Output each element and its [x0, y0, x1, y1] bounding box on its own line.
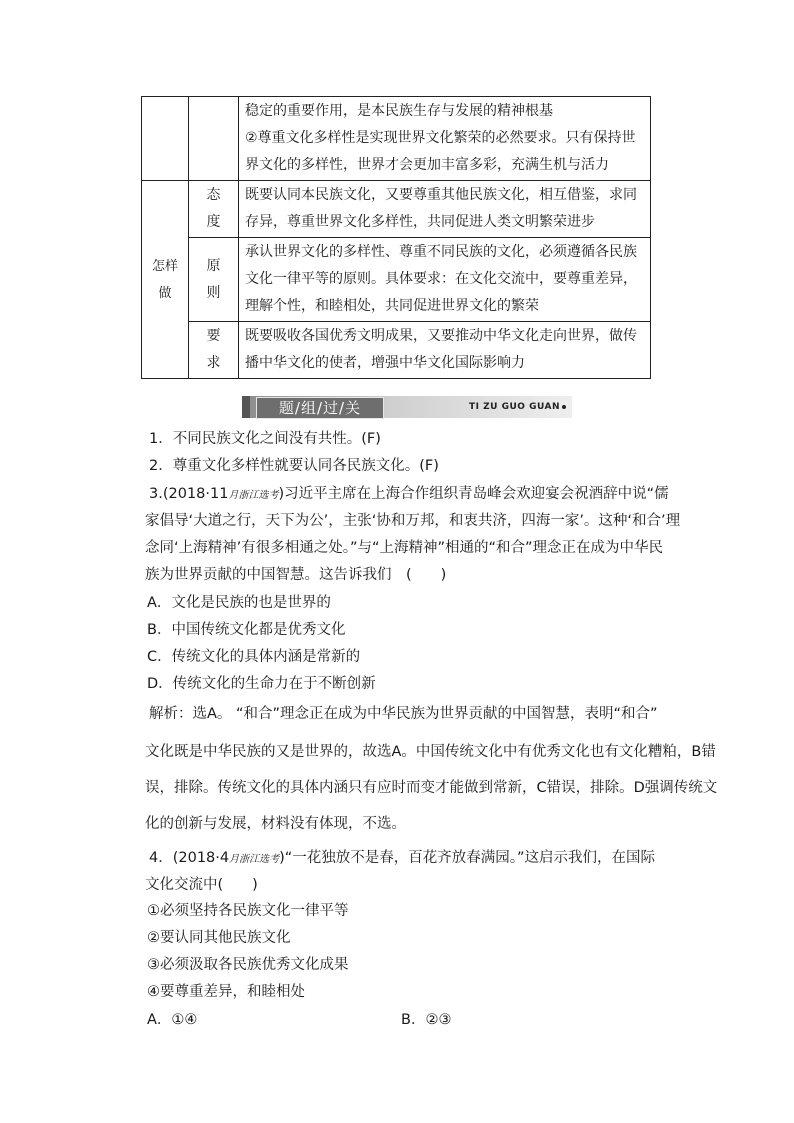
summary-table [141, 96, 651, 379]
group-label-cell: 怎样 做 [142, 181, 189, 379]
row-label-cell: 要 求 [189, 322, 239, 379]
row-label-cell: 原 则 [189, 238, 239, 322]
option-d: D．传统文化的生命力在于不断创新 [147, 676, 376, 692]
exam-source: 月浙江选考 [229, 854, 280, 865]
option-b: B．中国传统文化都是优秀文化 [147, 622, 346, 638]
option-a: A．①④ [147, 1012, 198, 1028]
option-c: C．传统文化的具体内涵是常新的 [147, 649, 361, 665]
table-row [142, 238, 651, 322]
dot-icon [562, 405, 566, 409]
question-3-stem: 3.(2018·11月浙江选考)习近平主席在上海合作组织青岛峰会欢迎宴会祝酒辞中说“儒 [149, 486, 669, 502]
banner-title: 题/组/过/关 [256, 397, 384, 419]
question-4-line: 文化交流中( ) [145, 877, 258, 893]
statement-item: ②要认同其他民族文化 [147, 930, 291, 946]
option-b: B．②③ [401, 1012, 452, 1028]
question-3-line: 家倡导‘大道之行，天下为公’，主张‘协和万邦，和衷共济，四海一家’。这种‘和合’理 [145, 513, 681, 529]
question-1: 1．不同民族文化之间没有共性。(F) [149, 431, 381, 447]
analysis-line: 解析：选A。 “和合”理念正在成为中华民族为世界贡献的中国智慧，表明“和合” [149, 706, 658, 722]
analysis-line: 误，排除。传统文化的具体内涵只有应时而变才能做到常新，C错误，排除。D强调传统文 [145, 780, 718, 796]
banner-subtitle: TI ZU GUO GUAN [469, 396, 566, 418]
analysis-line: 化的创新与发展，材料没有体现，不选。 [145, 816, 406, 832]
table-cell: 既要吸收各国优秀文明成果，又要推动中华文化走向世界，做传 播中华文化的使者，增强中华文化国际影响力 [239, 322, 651, 379]
table-row [142, 97, 651, 181]
question-3-line: 念同‘上海精神’有很多相通之处。”与“上海精神”相通的“和合”理念正在成为中华民 [145, 540, 664, 556]
statement-item: ①必须坚持各民族文化一律平等 [147, 903, 349, 919]
row-label-cell: 态 度 [189, 181, 239, 238]
question-3-line: 族为世界贡献的中国智慧。这告诉我们 ( ) [145, 567, 447, 583]
question-4-stem: 4．(2018·4月浙江选考)“一花独放不是春，百花齐放春满园。”这启示我们，在国际 [149, 850, 656, 866]
table-row [142, 322, 651, 379]
table-cell: 承认世界文化的多样性、尊重不同民族的文化，必须遵循各民族 文化一律平等的原则。具体要求：在文化交流中，要尊重差异， 理解个性，和睦相处，共同促进世界文化的繁荣 [239, 238, 651, 322]
section-banner [242, 396, 572, 418]
statement-item: ④要尊重差异，和睦相处 [147, 984, 305, 1000]
table-row [142, 181, 651, 238]
statement-item: ③必须汲取各民族优秀文化成果 [147, 957, 349, 973]
exam-source: 月浙江选考 [228, 490, 279, 501]
question-2: 2．尊重文化多样性就要认同各民族文化。(F) [149, 458, 439, 474]
option-a: A．文化是民族的也是世界的 [147, 595, 331, 611]
analysis-line: 文化既是中华民族的又是世界的，故选A。中国传统文化中有优秀文化也有文化糟粕，B错 [145, 744, 716, 760]
table-cell: 既要认同本民族文化，又要尊重其他民族文化，相互借鉴，求同 存异，尊重世界文化多样性，共同促进人类文明繁荣进步 [239, 181, 651, 238]
table-cell: 稳定的重要作用，是本民族生存与发展的精神根基 ②尊重文化多样性是实现世界文化繁荣的必然要求。只有保持世 界文化的多样性，世界才会更加丰富多彩，充满生机与活力 [239, 97, 651, 181]
